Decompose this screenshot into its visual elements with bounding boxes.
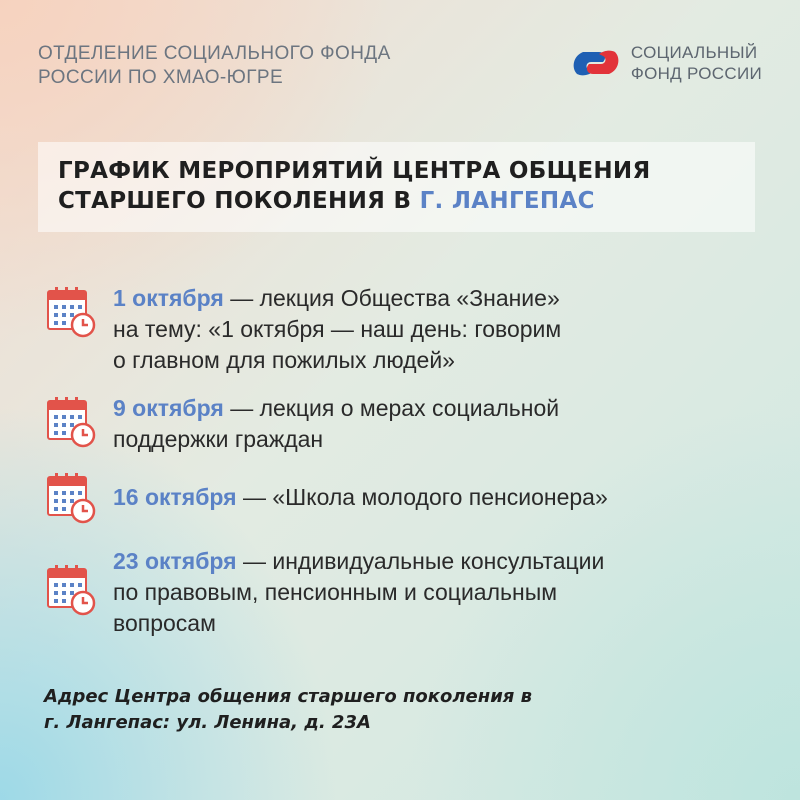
event-description (113, 546, 763, 639)
event-title: — «Школа молодого пенсионера» (236, 484, 608, 510)
calendar-clock-icon (45, 396, 97, 448)
page-title-city: Г. ЛАНГЕПАС (419, 188, 595, 214)
event-date: 16 октября (113, 484, 237, 510)
organization-name-line2: РОССИИ ПО ХМАО-ЮГРЕ (38, 67, 284, 88)
event-line (113, 393, 763, 424)
event-date: 1 октября (113, 285, 224, 311)
event-title: — лекция Общества «Знание» (223, 285, 560, 311)
organization-name (38, 42, 468, 90)
event-title: — индивидуальные консультации (236, 548, 605, 574)
event-line: на тему: «1 октября — наш день: говорим (113, 316, 562, 342)
event-date: 23 октября (113, 548, 237, 574)
event-description (113, 283, 763, 376)
calendar-clock-icon (45, 286, 97, 338)
event-line: о главном для пожилых людей» (113, 347, 455, 373)
logo-text (631, 42, 762, 84)
event-line: по правовым, пенсионным и социальным (113, 579, 558, 605)
sfr-logo (569, 42, 762, 84)
center-address-line1: Адрес Центра общения старшего поколения в (44, 686, 533, 707)
page-title-line1: ГРАФИК МЕРОПРИЯТИЙ ЦЕНТРА ОБЩЕНИЯ (58, 158, 651, 184)
center-address (44, 684, 664, 736)
event-line (113, 546, 763, 577)
title-box (38, 142, 755, 232)
event-line: поддержки граждан (113, 426, 324, 452)
event-date: 9 октября (113, 395, 224, 421)
organization-name-line1: ОТДЕЛЕНИЕ СОЦИАЛЬНОГО ФОНДА (38, 43, 391, 64)
event-line (113, 482, 763, 513)
page-title-line2 (58, 186, 755, 216)
calendar-clock-icon (45, 472, 97, 524)
page-title-line2-prefix: СТАРШЕГО ПОКОЛЕНИЯ В (58, 188, 420, 214)
calendar-clock-icon (45, 564, 97, 616)
logo-text-line1: СОЦИАЛЬНЫЙ (630, 43, 758, 62)
event-description (113, 482, 763, 513)
event-line: вопросам (113, 610, 216, 636)
logo-text-line2: ФОНД РОССИИ (630, 64, 762, 83)
event-title: — лекция о мерах социальной (223, 395, 560, 421)
event-description (113, 393, 763, 455)
sfr-logo-icon (569, 42, 623, 84)
center-address-line2: г. Лангепас: ул. Ленина, д. 23А (44, 712, 371, 733)
event-line (113, 283, 763, 314)
